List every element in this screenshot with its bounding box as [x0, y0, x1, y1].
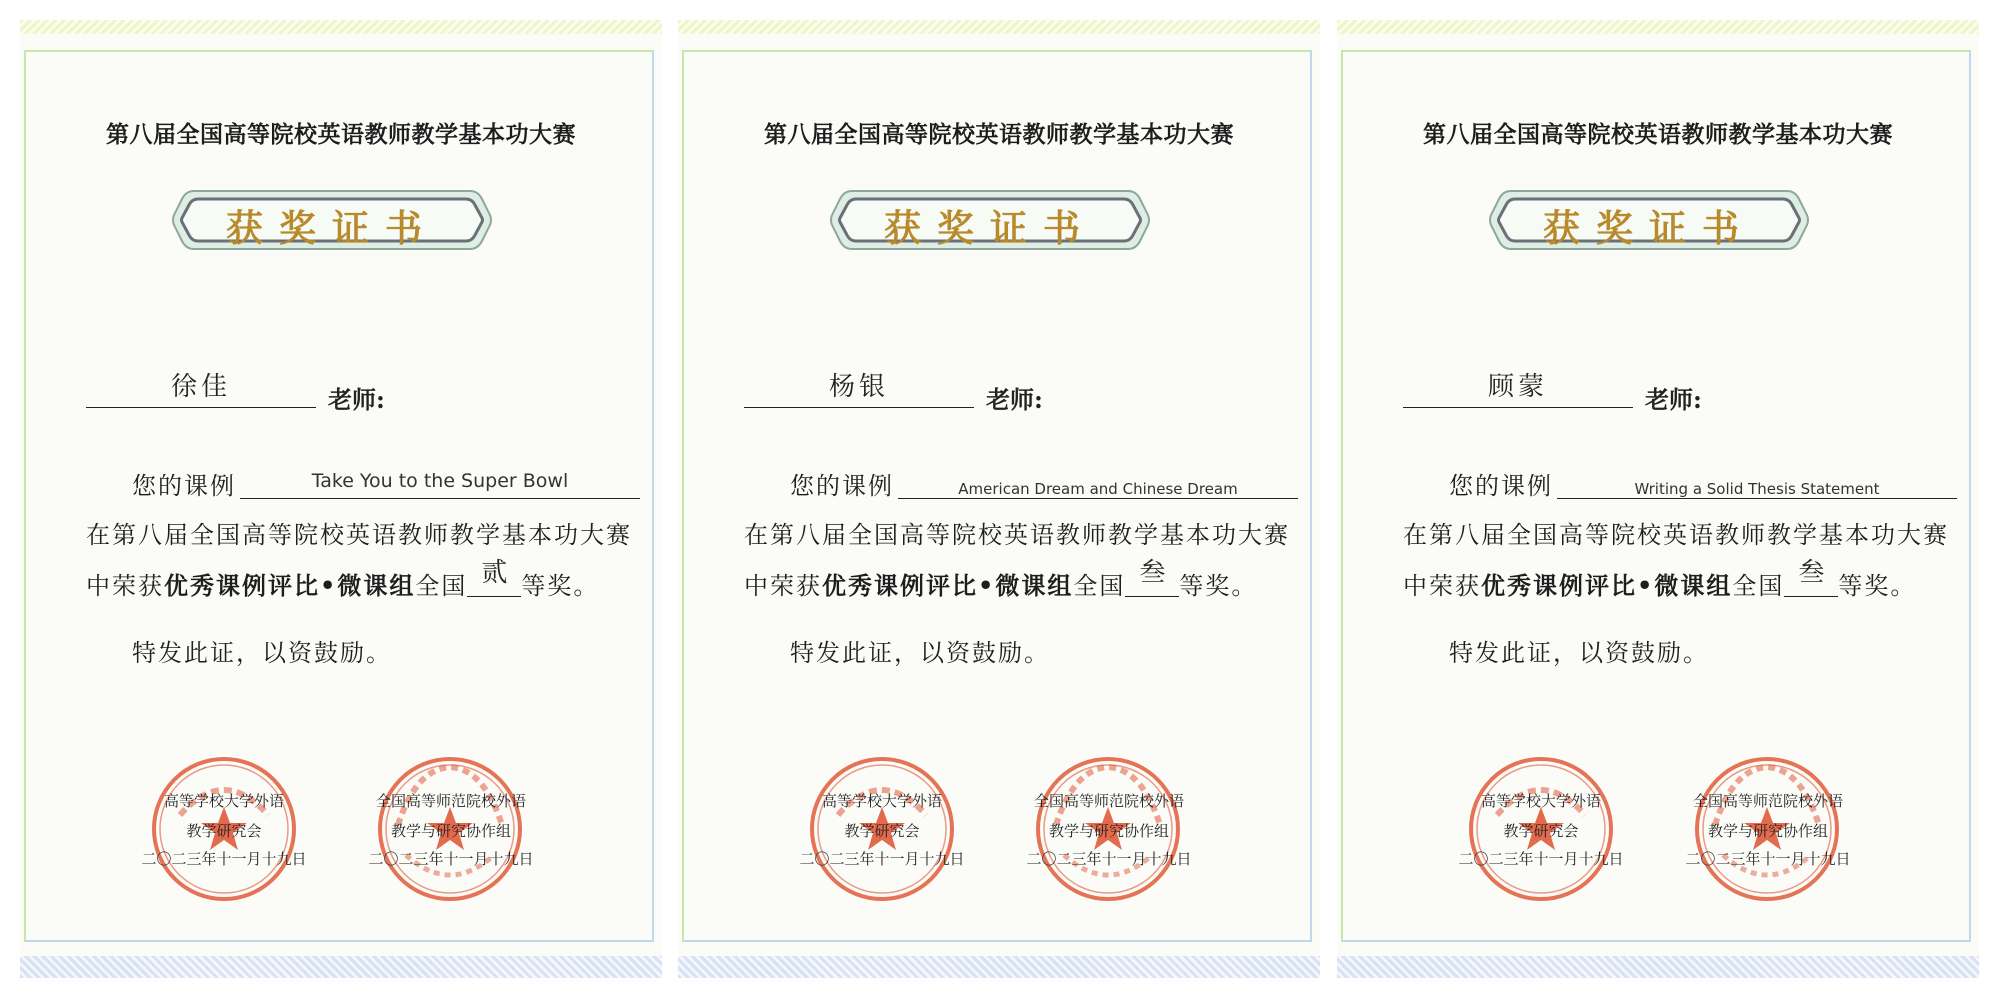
issuer-one-line2: 教学研究会	[1503, 822, 1579, 840]
competition-line: 在第八届全国高等院校英语教师教学基本功大赛	[86, 521, 632, 549]
course-underline	[898, 498, 1298, 499]
award-grade: 叁	[1139, 558, 1166, 588]
decorative-top-border	[20, 20, 662, 34]
decorative-top-border	[678, 20, 1320, 34]
decorative-bottom-border	[20, 956, 662, 978]
grade-underline	[467, 596, 521, 597]
plaque-title: 获奖证书	[884, 206, 1096, 250]
honorific: 老师:	[328, 385, 385, 414]
certificate-plaque	[172, 185, 492, 255]
issuer-two-line2: 教学与研究协作组	[1707, 822, 1828, 840]
issue-date: 二〇二三年十一月十九日	[1685, 850, 1851, 868]
award-category: 优秀课例评比•微课组	[1481, 571, 1733, 600]
closing-text: 特发此证，以资鼓励。	[132, 639, 392, 667]
issuer-two-line1: 全国高等师范院校外语	[375, 792, 526, 810]
award-suffix: 等奖。	[1179, 572, 1258, 600]
issuer-one-line2: 教学研究会	[186, 822, 262, 840]
award-line	[744, 566, 1257, 601]
honorific: 老师:	[986, 385, 1043, 414]
award-grade: 贰	[481, 558, 508, 588]
course-title: Take You to the Super Bowl	[311, 470, 569, 492]
issue-date: 二〇二三年十一月十九日	[1026, 850, 1192, 868]
award-certificate	[20, 20, 662, 978]
recipient-name: 顾蒙	[1487, 372, 1548, 402]
award-category: 优秀课例评比•微课组	[822, 571, 1074, 600]
award-prefix: 中荣获	[1403, 572, 1481, 600]
award-grade: 叁	[1798, 558, 1825, 588]
issuer-two-line1: 全国高等师范院校外语	[1692, 792, 1843, 810]
course-prefix: 您的课例	[790, 472, 894, 500]
issuer-two-line2: 教学与研究协作组	[1048, 822, 1169, 840]
decorative-bottom-border	[678, 956, 1320, 978]
competition-title: 第八届全国高等院校英语教师教学基本功大赛	[106, 122, 576, 148]
decorative-bottom-border	[1337, 956, 1979, 978]
grade-underline	[1784, 596, 1838, 597]
award-scope: 全国	[1073, 572, 1126, 600]
name-underline	[744, 407, 974, 408]
closing-text: 特发此证，以资鼓励。	[790, 639, 1050, 667]
plaque-title: 获奖证书	[226, 206, 438, 250]
issue-date: 二〇二三年十一月十九日	[799, 850, 965, 868]
award-certificate	[1337, 20, 1979, 978]
certificate-plaque	[1489, 185, 1809, 255]
issuer-one-line1: 高等学校大学外语	[163, 792, 284, 810]
course-title: Writing a Solid Thesis Statement	[1634, 480, 1880, 498]
course-title: American Dream and Chinese Dream	[958, 480, 1238, 498]
course-prefix: 您的课例	[132, 472, 236, 500]
name-underline	[1403, 407, 1633, 408]
issue-date: 二〇二三年十一月十九日	[141, 850, 307, 868]
issuer-one-line1: 高等学校大学外语	[821, 792, 942, 810]
issuer-two-line2: 教学与研究协作组	[390, 822, 511, 840]
competition-title: 第八届全国高等院校英语教师教学基本功大赛	[1423, 122, 1893, 148]
issuer-one-line2: 教学研究会	[844, 822, 920, 840]
award-prefix: 中荣获	[86, 572, 164, 600]
award-line	[86, 566, 599, 601]
certificate-plaque	[830, 185, 1150, 255]
honorific: 老师:	[1645, 385, 1702, 414]
course-prefix: 您的课例	[1449, 472, 1553, 500]
award-certificate	[678, 20, 1320, 978]
issue-date: 二〇二三年十一月十九日	[1458, 850, 1624, 868]
competition-title: 第八届全国高等院校英语教师教学基本功大赛	[764, 122, 1234, 148]
award-line	[1403, 566, 1916, 601]
course-underline	[1557, 498, 1957, 499]
award-prefix: 中荣获	[744, 572, 822, 600]
certificate-frame	[24, 50, 654, 942]
issuer-one-line1: 高等学校大学外语	[1480, 792, 1601, 810]
award-scope: 全国	[1732, 572, 1785, 600]
issue-date: 二〇二三年十一月十九日	[368, 850, 534, 868]
decorative-top-border	[1337, 20, 1979, 34]
recipient-name: 杨银	[828, 372, 889, 402]
award-category: 优秀课例评比•微课组	[164, 571, 416, 600]
award-scope: 全国	[415, 572, 468, 600]
grade-underline	[1125, 596, 1179, 597]
award-suffix: 等奖。	[1838, 572, 1917, 600]
course-underline	[240, 498, 640, 499]
competition-line: 在第八届全国高等院校英语教师教学基本功大赛	[1403, 521, 1949, 549]
competition-line: 在第八届全国高等院校英语教师教学基本功大赛	[744, 521, 1290, 549]
name-underline	[86, 407, 316, 408]
closing-text: 特发此证，以资鼓励。	[1449, 639, 1709, 667]
plaque-title: 获奖证书	[1543, 206, 1755, 250]
award-suffix: 等奖。	[521, 572, 600, 600]
recipient-name: 徐佳	[170, 372, 231, 402]
issuer-two-line1: 全国高等师范院校外语	[1033, 792, 1184, 810]
